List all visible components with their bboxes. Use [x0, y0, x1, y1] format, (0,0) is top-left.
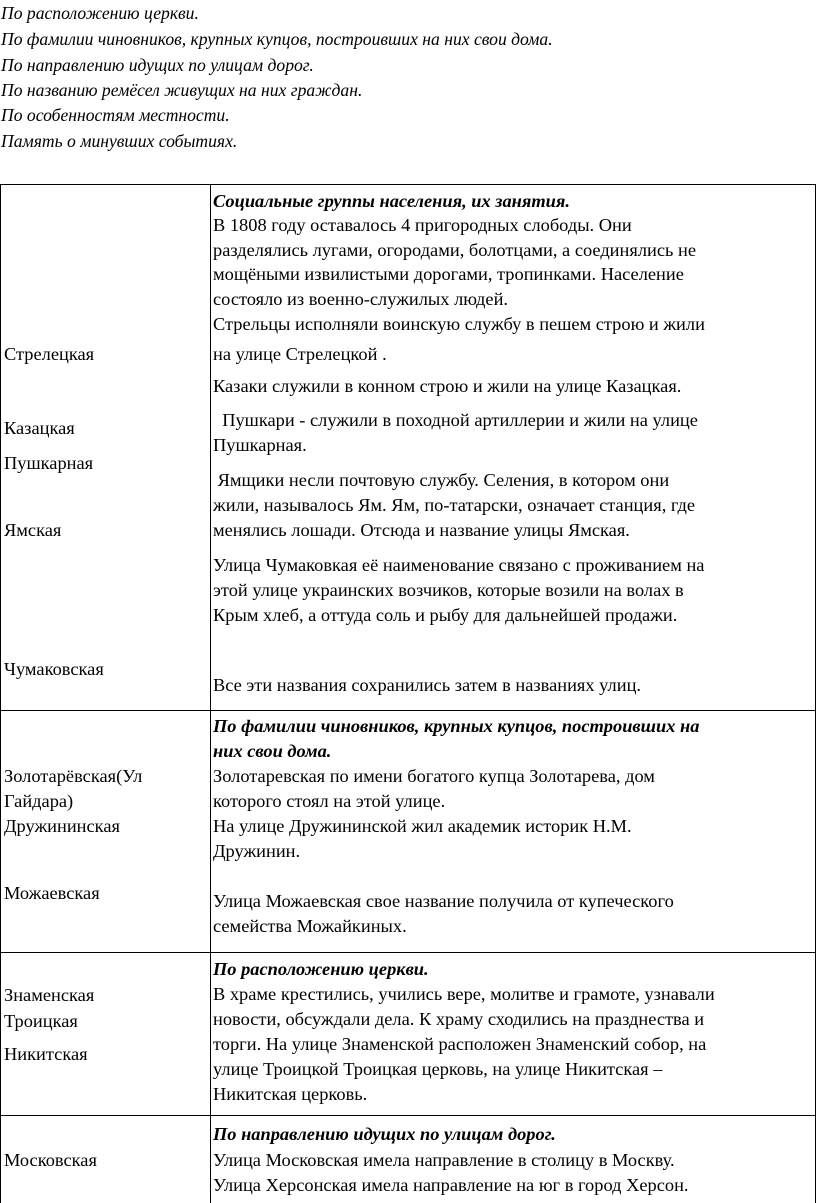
table-border-top [0, 184, 816, 185]
paragraph-line: которого стоял на этой улице. [213, 791, 446, 811]
paragraph-line: этой улице украинских возчиков, которые возили на волах в [213, 580, 684, 600]
paragraph-line: Пушкари - служили в походной артиллерии и жили на улице [213, 410, 698, 430]
paragraph-line: новости, обсуждали дела. К храму сходились на празднества и [213, 1009, 705, 1029]
table-border-left [0, 184, 1, 1203]
paragraph-line: Улица Чумаковкая её наименование связано с проживанием на [213, 555, 705, 575]
paragraph-line: состояло из военно-служилых людей. [213, 289, 509, 309]
street-name: Казацкая [4, 418, 75, 438]
street-name: Пушкарная [4, 453, 94, 473]
street-name: Знаменская [4, 985, 95, 1005]
street-name: Гайдара) [4, 791, 74, 811]
paragraph-line: разделялись лугами, огородами, болотцами, а соединялись не [213, 240, 696, 260]
section-heading: По направлению идущих по улицам дорог. [213, 1124, 556, 1144]
paragraph-line: Улица Московская имела направление в столицу в Москву. [213, 1150, 675, 1170]
street-name: Троицкая [4, 1011, 78, 1031]
street-name: Золотарёвская(Ул [4, 766, 143, 786]
street-name: Московская [4, 1150, 97, 1170]
paragraph-line: Золотаревская по имени богатого купца Золотарева, дом [213, 766, 655, 786]
paragraph-line: торги. На улице Знаменской расположен Знаменский собор, на [213, 1034, 707, 1054]
intro-line: По особенностям местности. [1, 105, 230, 125]
intro-line: По расположению церкви. [1, 3, 199, 23]
paragraph-line: Улица Херсонская имела направление на юг в город Херсон. [213, 1175, 689, 1195]
section-heading: них свои дома. [213, 741, 332, 761]
section-heading: Социальные группы населения, их занятия. [213, 191, 570, 211]
street-name: Дружининская [4, 816, 120, 836]
intro-line: По направлению идущих по улицам дорог. [1, 55, 314, 75]
paragraph-line: Никитская церковь. [213, 1084, 368, 1104]
paragraph-line: Все эти названия сохранились затем в названиях улиц. [213, 675, 642, 695]
paragraph-line: улице Троицкой Троицкая церковь, на улице Никитская – [213, 1059, 663, 1079]
street-name: Никитская [4, 1044, 88, 1064]
paragraph-line: менялись лошади. Отсюда и название улицы Ямская. [213, 520, 630, 540]
paragraph-line: Ямщики несли почтовую службу. Селения, в котором они [213, 470, 670, 490]
paragraph-line: Казаки служили в конном строю и жили на улице Казацкая. [213, 376, 682, 396]
paragraph-line: семейства Можайкиных. [213, 916, 407, 936]
row-divider [0, 1115, 816, 1116]
paragraph-line: жили, называлось Ям. Ям, по-татарски, означает станция, где [213, 495, 696, 515]
intro-line: По фамилии чиновников, крупных купцов, построивших на них свои дома. [1, 29, 553, 49]
paragraph-line: В 1808 году оставалось 4 пригородных слободы. Они [213, 215, 632, 235]
section-heading: По расположению церкви. [213, 959, 429, 979]
paragraph-line: Дружинин. [213, 841, 301, 861]
paragraph-line: Крым хлеб, а оттуда соль и рыбу для дальнейшей продажи. [213, 605, 678, 625]
paragraph-line: Стрельцы исполняли воинскую службу в пешем строю и жили [213, 314, 705, 334]
row-divider [0, 952, 816, 953]
intro-line: Память о минувших событиях. [1, 131, 238, 151]
paragraph-line: Пушкарная. [213, 435, 307, 455]
paragraph-line: на улице Стрелецкой . [213, 344, 387, 364]
street-name: Можаевская [4, 883, 100, 903]
street-name: Ямская [4, 520, 62, 540]
paragraph-line: Улица Можаевская свое название получила от купеческого [213, 891, 674, 911]
paragraph-line: На улице Дружининской жил академик историк Н.М. [213, 816, 632, 836]
section-heading: По фамилии чиновников, крупных купцов, построивших на [213, 716, 700, 736]
street-name: Стрелецкая [4, 344, 95, 364]
intro-line: По названию ремёсел живущих на них граждан. [1, 80, 363, 100]
street-name: Чумаковская [4, 659, 104, 679]
column-divider [210, 184, 211, 1203]
row-divider [0, 710, 816, 711]
paragraph-line: В храме крестились, учились вере, молитве и грамоте, узнавали [213, 984, 715, 1004]
paragraph-line: мощёными извилистыми дорогами, тропинками. Население [213, 264, 684, 284]
